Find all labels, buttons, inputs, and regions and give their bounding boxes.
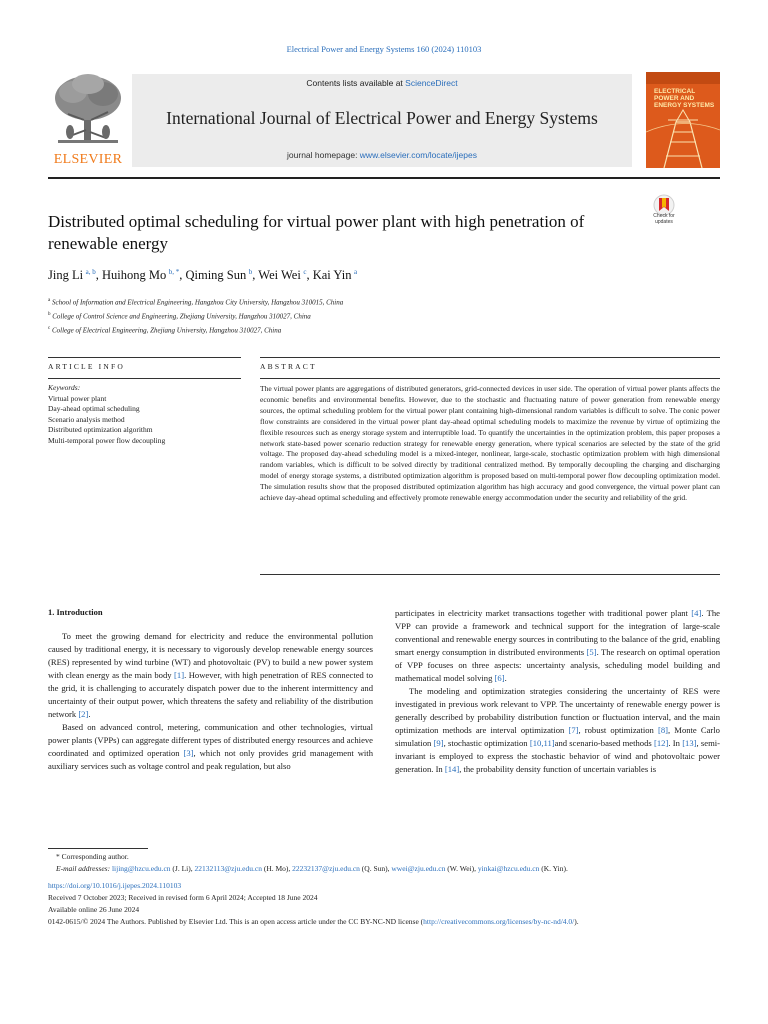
body-paragraph: The modeling and optimization strategies considering the uncertainty of RES were investigated in previous work relevant to VPP. The uncertainty of renewable energy power is generally described by probability distribution function or fluctuation interval, and the main optimization methods are interval optimization [7], robust optimization [8], Monte Carlo simulation [9], stochastic optimization [10,11]and scenario-based methods [12]. In [13], semi-invariant is employed to express the stochastic behavior of wind and photovoltaic power generation. In [14], the probability density function of uncertain variables is: [395, 686, 721, 774]
author-name[interactable]: Jing Li: [48, 268, 84, 283]
doi-link[interactable]: https://doi.org/10.1016/j.ijepes.2024.110103: [48, 880, 182, 890]
affiliation-text: College of Electrical Engineering, Zhejiang University, Hangzhou 310027, China: [51, 325, 282, 334]
body-paragraph: participates in electricity market transactions together with traditional power plant [4]. The VPP can provide a framework and technical support for the integration of large-scale conventional and renewable energy sources in contributing to the balance of the grid, enabling smart energy consumption in distributed environments [5]. The research on optimal operation of VPP focuses on three aspects: uncertainty analysis, scheduling model building and mathematical model solving [6].: [395, 608, 720, 683]
elsevier-tree-logo[interactable]: [48, 70, 128, 168]
body-column-left: [48, 630, 373, 773]
email-link[interactable]: yinkai@hzcu.edu.cn: [477, 864, 540, 874]
homepage-prefix: journal homepage:: [287, 150, 360, 160]
email-addresses: E-mail addresses: lijing@hzcu.edu.cn (J. Li), 22132113@zju.edu.cn (H. Mo), 22232137@zju.edu.cn (Q. Sun), wwei@zju.edu.cn (W. Wei), yinkai@hzcu.edu.cn (K. Yin).: [56, 864, 568, 874]
affiliation-list: [48, 295, 668, 336]
citation-link[interactable]: [14]: [444, 764, 460, 774]
body-paragraph: Based on advanced control, metering, communication and other technologies, virtual power plants (VPPs) can aggregate different types of distributed energy resources and achieve coordinated and optimized operation [3], which not only provides grid management with auxiliary services such as voltage control and peak regulation, but also: [48, 722, 373, 771]
abstract-rule: [260, 357, 720, 358]
tree-icon: [48, 70, 128, 152]
contents-prefix: Contents lists available at: [306, 78, 406, 88]
available-online: Available online 26 June 2024: [48, 905, 140, 915]
affiliation-mark: b: [48, 311, 51, 317]
author-affiliation-mark[interactable]: a, b: [85, 268, 96, 276]
abstract-text: The virtual power plants are aggregations of distributed generators, grid-connected devices in user side. The operation of virtual power plants affects the economic benefits and environmental benefits. However, due to the stochastic and fluctuating nature of power generation from renewable energy sources, the optimal scheduling problem for the virtual power plant containing high-dimensional random variables is difficult to solve. The conic power flow constraints are considered in the virtual power plant day-ahead optimal scheduling models to maximize the revenue by virtue of optimizing the flexible resources such as energy storage system and interruptible load. To quantify the uncertainties in the optimization problem, this paper proposes a network state-based power scenario reduction strategy for renewable energy generation, where typical scenarios are selected by the state of the grid voltage. The proposed day-ahead scheduling model is a mixed-integer, nonlinear, large-scale, stochastic optimization problem with high dimensional random variables, which is difficult to be solved directly by traditional centralized method. By temporally decoupling the charging and discharging model of energy storage systems, a distributed optimization algorithm is proposed based on multi-temporal power flow decoupling optimization model. The simulation results show that the proposed distributed optimization algorithm has high accuracy and good convergence, the virtual power plant can achieve day-ahead optimal scheduling and effectively promote renewable energy accommodation under the security and reliability of the grid.: [260, 384, 720, 503]
power-tower-icon: [646, 72, 720, 168]
email-link[interactable]: wwei@zju.edu.cn: [391, 864, 446, 874]
journal-cover-image[interactable]: [646, 72, 720, 168]
contents-line: [132, 78, 632, 88]
affiliation-text: School of Information and Electrical Engineering, Hangzhou City University, Hangzhou 310015, China: [51, 298, 344, 307]
author-name[interactable]: Kai Yin: [312, 268, 352, 283]
check-for-updates-button[interactable]: [646, 194, 682, 230]
affiliation-text: College of Control Science and Engineering, Zhejiang University, Hangzhou 310027, China: [52, 312, 311, 321]
article-info-rule: [48, 357, 241, 358]
citation-link[interactable]: [7]: [568, 725, 579, 735]
affiliation: [48, 309, 668, 323]
author-name[interactable]: Wei Wei: [258, 268, 301, 283]
license-suffix: ).: [574, 917, 579, 927]
homepage-link[interactable]: www.elsevier.com/locate/ijepes: [359, 150, 477, 160]
keyword: Distributed optimization algorithm: [48, 425, 153, 434]
abstract-rule: [260, 378, 720, 379]
footnote-rule: [48, 848, 148, 849]
corresponding-author-note: * Corresponding author.: [56, 852, 129, 861]
keyword: Day-ahead optimal scheduling: [48, 404, 140, 413]
affiliation: [48, 295, 668, 309]
citation-link[interactable]: [9]: [433, 738, 444, 748]
sciencedirect-link[interactable]: ScienceDirect: [405, 78, 458, 88]
citation-link[interactable]: [1]: [174, 670, 185, 680]
citation-link[interactable]: [6]: [494, 673, 505, 683]
citation-link[interactable]: [2]: [78, 709, 89, 719]
footnotes: [48, 851, 720, 929]
section-heading-introduction: 1. Introduction: [48, 607, 103, 617]
check-for-updates-label: Check for updates: [653, 213, 675, 225]
body-paragraph: To meet the growing demand for electricity and reduce the environmental pollution caused by traditional energy, it is necessary to vigorously develop renewable energy sources (RES) represented by wind turbine (WT) and photovoltaic (PV) to build a new power system with clean energy as the main body [1]. However, with high penetration of RES connected to the grid, it is challenging to accurately dispatch power due to the inherent intermittency and uncertainty of their output power, which threatens the safety and reliability of the distribution network [2].: [48, 631, 373, 719]
keyword: Scenario analysis method: [48, 414, 125, 424]
affiliation: [48, 323, 668, 337]
article-title: Distributed optimal scheduling for virtual power plant with high penetration of renewable energy: [48, 212, 585, 253]
author-affiliation-mark[interactable]: b, *: [168, 268, 180, 276]
journal-citation-link[interactable]: Electrical Power and Energy Systems 160 (2024) 110103: [286, 44, 482, 54]
article-info-heading: ARTICLE INFO: [48, 362, 125, 371]
citation-link[interactable]: [5]: [586, 647, 597, 657]
citation-link[interactable]: [4]: [691, 608, 702, 618]
email-label: E-mail addresses:: [56, 864, 112, 874]
affiliation-mark: c: [48, 325, 51, 331]
homepage-line: [132, 150, 632, 160]
received-dates: Received 7 October 2023; Received in revised form 6 April 2024; Accepted 18 June 2024: [48, 892, 318, 902]
keywords-list: [48, 394, 248, 447]
email-link[interactable]: 22232137@zju.edu.cn: [292, 864, 360, 874]
body-column-right: [395, 607, 720, 776]
author-name[interactable]: Huihong Mo: [101, 268, 167, 283]
email-link[interactable]: 22132113@zju.edu.cn: [194, 864, 262, 874]
author-affiliation-mark[interactable]: b: [248, 268, 253, 276]
abstract-end-rule: [260, 574, 720, 575]
email-link[interactable]: lijing@hzcu.edu.cn: [111, 864, 171, 874]
license-prefix: 0142-0615/© 2024 The Authors. Published by Elsevier Ltd. This is an open access article under the CC BY-NC-ND license (: [48, 917, 424, 927]
journal-masthead: [48, 70, 720, 172]
author-affiliation-mark[interactable]: a: [354, 268, 358, 276]
journal-title: International Journal of Electrical Power and Energy Systems: [166, 108, 598, 128]
keyword: Virtual power plant: [48, 393, 107, 403]
keywords-label: Keywords:: [48, 383, 81, 392]
citation-link[interactable]: [8]: [657, 725, 669, 735]
author-name[interactable]: Qiming Sun: [185, 268, 247, 283]
affiliation-mark: a: [48, 298, 51, 303]
citation-link[interactable]: [10,11]: [529, 738, 555, 748]
article-info-rule: [48, 378, 241, 379]
license-link[interactable]: http://creativecommons.org/licenses/by-nc-nd/4.0/: [423, 917, 575, 927]
author-affiliation-mark[interactable]: c: [303, 268, 307, 276]
keywords-block: [48, 383, 248, 446]
abstract-heading: ABSTRACT: [260, 362, 317, 371]
citation-link[interactable]: [12]: [654, 738, 669, 748]
masthead-divider: [48, 177, 720, 179]
author-list: Jing Li $^{a, b}$, Huihong Mo $^{b, *}$, Qiming Sun $^b$, Wei Wei $^c$, Kai Yin $^a$: [48, 268, 358, 283]
elsevier-wordmark: ELSEVIER: [53, 152, 123, 167]
cover-title: ELECTRICAL POWER AND ENERGY SYSTEMS: [654, 88, 715, 109]
citation-link[interactable]: [3]: [183, 748, 194, 758]
citation-link[interactable]: [13]: [682, 738, 697, 748]
keyword: Multi-temporal power flow decoupling: [48, 435, 166, 445]
license-line: [48, 916, 720, 928]
